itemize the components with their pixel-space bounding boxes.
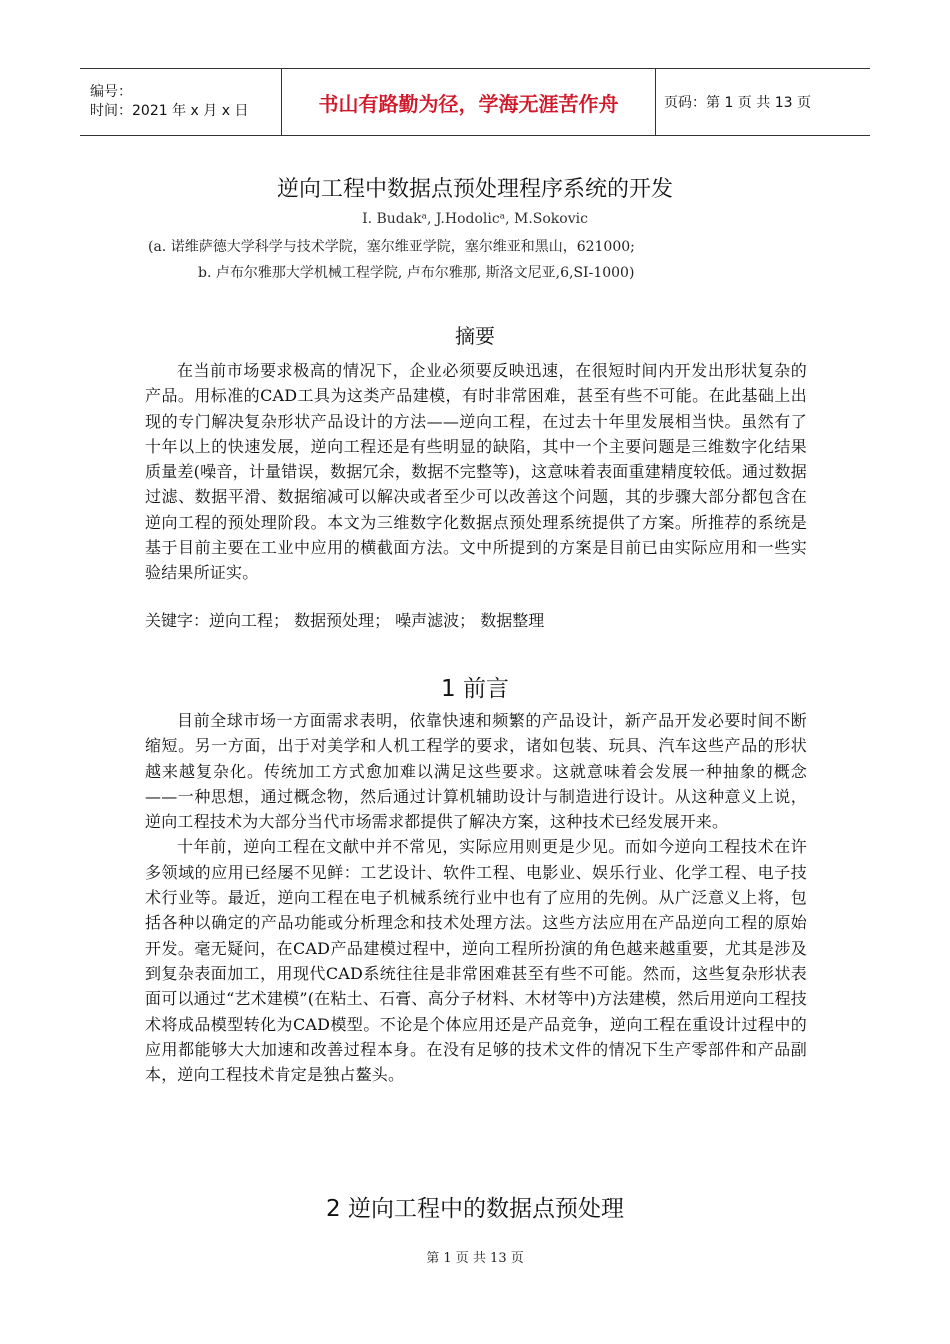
header-motto-cell bbox=[282, 69, 656, 135]
section-1-heading: 1 前言 bbox=[441, 676, 509, 702]
abstract-heading: 摘要 bbox=[455, 324, 495, 348]
number-label: 编号： bbox=[90, 84, 132, 100]
page-header bbox=[80, 68, 870, 136]
affiliation-b: b. 卢布尔雅那大学机械工程学院, 卢布尔雅那, 斯洛文尼亚,6,SI-1000) bbox=[198, 265, 635, 281]
section-1-paragraph-2: 十年前，逆向工程在文献中并不常见，实际应用则更是少见。而如今逆向工程技术在许多领域的应用已经屡不见鲜：工艺设计、软件工程、电影业、娱乐行业、化学工程、电子技术行业等。最近，逆向工程在电子机械系统行业中也有了应用的先例。从广泛意义上将，包括各种以确定的产品功能或分析理念和技术处理方法。这些方法应用在产品逆向工程的原始开发。毫无疑问，在CAD产品建模过程中，逆向工程所扮演的角色越来越重要，尤其是涉及到复杂表面加工，用现代CAD系统往往是非常困难甚至有些不可能。然而，这些复杂形状表面可以通过“艺术建模”(在粘土、石膏、高分子材料、木材等中)方法建模，然后用逆向工程技术将成品模型转化为CAD模型。不论是个体应用还是产品竞争，逆向工程在重设计过程中的应用都能够大大加速和改善过程本身。在没有足够的技术文件的情况下生产零部件和产品副本，逆向工程技术肯定是独占鳌头。 bbox=[145, 837, 807, 1085]
page-info: 页码：第 1 页 共 13 页 bbox=[664, 95, 811, 111]
page-footer: 第 1 页 共 13 页 bbox=[426, 1251, 524, 1266]
header-meta bbox=[80, 69, 282, 135]
motto: 书山有路勤为径，学海无涯苦作舟 bbox=[318, 91, 619, 116]
section-1-body bbox=[145, 708, 807, 1087]
paper-title: 逆向工程中数据点预处理程序系统的开发 bbox=[276, 177, 673, 202]
section-2-heading: 2 逆向工程中的数据点预处理 bbox=[326, 1196, 624, 1222]
section-1-paragraph-1: 目前全球市场一方面需求表明，依靠快速和频繁的产品设计，新产品开发必要时间不断缩短。另一方面，出于对美学和人机工程学的要求，诸如包装、玩具、汽车这些产品的形状越来越复杂化。传统加工方式愈加难以满足这些要求。这就意味着会发展一种抽象的概念——一种思想，通过概念物，然后通过计算机辅助设计与制造进行设计。从这种意义上说，逆向工程技术为大部分当代市场需求都提供了解决方案，这种技术已经发展开来。 bbox=[145, 711, 807, 832]
time-label: 时间：2021 年 x 月 x 日 bbox=[90, 103, 249, 119]
affiliation-a: (a. 诺维萨德大学科学与技术学院，塞尔维亚学院，塞尔维亚和黑山，621000; bbox=[148, 239, 635, 255]
abstract-text: 在当前市场要求极高的情况下，企业必须要反映迅速，在很短时间内开发出形状复杂的产品。用标准的CAD工具为这类产品建模，有时非常困难，甚至有些不可能。在此基础上出现的专门解决复杂形状产品设计的方法——逆向工程，在过去十年里发展相当快。虽然有了十年以上的快速发展，逆向工程还是有些明显的缺陷，其中一个主要问题是三维数字化结果质量差(噪音，计量错误，数据冗余，数据不完整等)，这意味着表面重建精度较低。通过数据过滤、数据平滑、数据缩减可以解决或者至少可以改善这个问题，其的步骤大部分都包含在逆向工程的预处理阶段。本文为三维数字化数据点预处理系统提供了方案。所推荐的系统是基于目前主要在工业中应用的横截面方法。文中所提到的方案是目前已由实际应用和一些实验结果所证实。 bbox=[145, 361, 807, 583]
abstract-body bbox=[145, 358, 807, 586]
keywords: 关键字：逆向工程； 数据预处理； 噪声滤波； 数据整理 bbox=[145, 611, 545, 630]
header-page-info bbox=[656, 69, 870, 135]
paper-authors: I. Budakᵃ, J.Hodolicᵃ, M.Sokovic bbox=[362, 211, 588, 227]
